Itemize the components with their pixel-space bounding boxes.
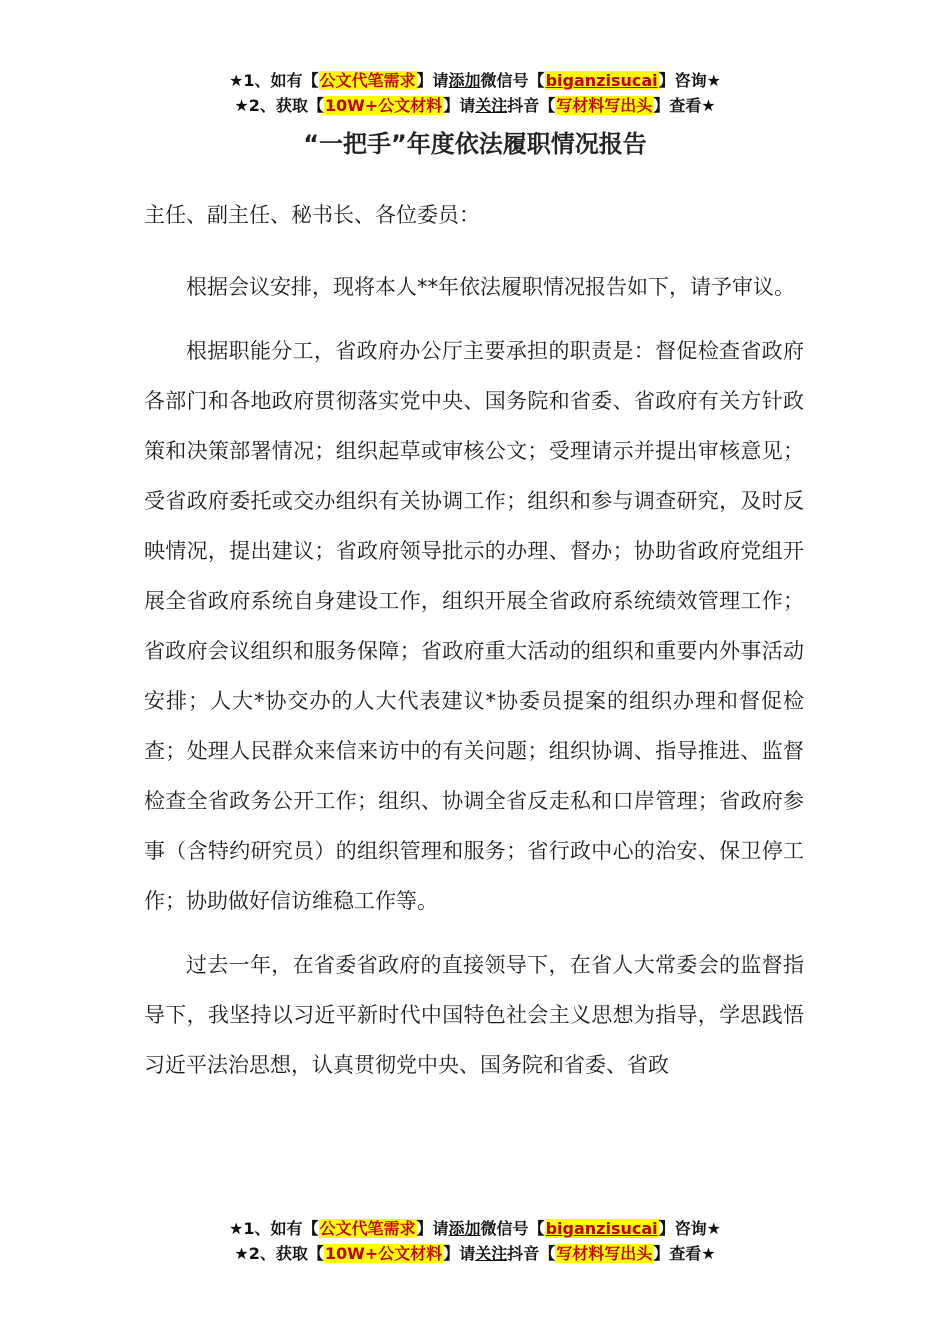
wechat-id-link[interactable]: biganzisucai [545, 71, 658, 90]
bottom-promo-banner [0, 1216, 950, 1266]
top-promo-banner [0, 68, 950, 118]
document-body [144, 190, 804, 1104]
promo-line-2: ★2、获取【10W+公文材料】请关注抖音【写材料写出头】查看★ [234, 96, 716, 115]
promo-line-1: ★1、如有【公文代笔需求】请添加微信号【biganzisucai】咨询★ [229, 1219, 721, 1238]
douyin-account-link[interactable]: 写材料写出头 [556, 96, 653, 115]
promo-line-2: ★2、获取【10W+公文材料】请关注抖音【写材料写出头】查看★ [234, 1244, 716, 1263]
highlight-service: 公文代笔需求 [319, 1219, 416, 1238]
promo-line-1: ★1、如有【公文代笔需求】请添加微信号【biganzisucai】咨询★ [229, 71, 721, 90]
document-title: “一把手”年度依法履职情况报告 [303, 130, 647, 158]
salutation: 主任、副主任、秘书长、各位委员： [144, 203, 480, 227]
paragraph-intro: 根据会议安排，现将本人**年依法履职情况报告如下，请予审议。 [186, 275, 795, 299]
douyin-account-link[interactable]: 写材料写出头 [556, 1244, 653, 1263]
highlight-service: 公文代笔需求 [319, 71, 416, 90]
paragraph-duties: 根据职能分工，省政府办公厅主要承担的职责是：督促检查省政府各部门和各地政府贯彻落实党中央、国务院和省委、省政府有关方针政策和决策部署情况；组织起草或审核公文；受理请示并提出审核意见；受省政府委托或交办组织有关协调工作；组织和参与调查研究，及时反映情况，提出建议；省政府领导批示的办理、督办；协助省政府党组开展全省政府系统自身建设工作，组织开展全省政府系统绩效管理工作；省政府会议组织和服务保障；省政府重大活动的组织和重要内外事活动安排；人大*协交办的人大代表建议*协委员提案的组织办理和督促检查；处理人民群众来信来访中的有关问题；组织协调、指导推进、监督检查全省政务公开工作；组织、协调全省反走私和口岸管理；省政府参事（含特约研究员）的组织管理和服务；省行政中心的治安、保卫停工作；协助做好信访维稳工作等。 [144, 339, 804, 913]
paragraph-past-year: 过去一年，在省委省政府的直接领导下，在省人大常委会的监督指导下，我坚持以习近平新时代中国特色社会主义思想为指导，学思践悟习近平法治思想，认真贯彻党中央、国务院和省委、省政 [144, 953, 804, 1077]
highlight-materials: 10W+公文材料 [324, 1244, 443, 1263]
highlight-materials: 10W+公文材料 [324, 96, 443, 115]
wechat-id-link[interactable]: biganzisucai [545, 1219, 658, 1238]
